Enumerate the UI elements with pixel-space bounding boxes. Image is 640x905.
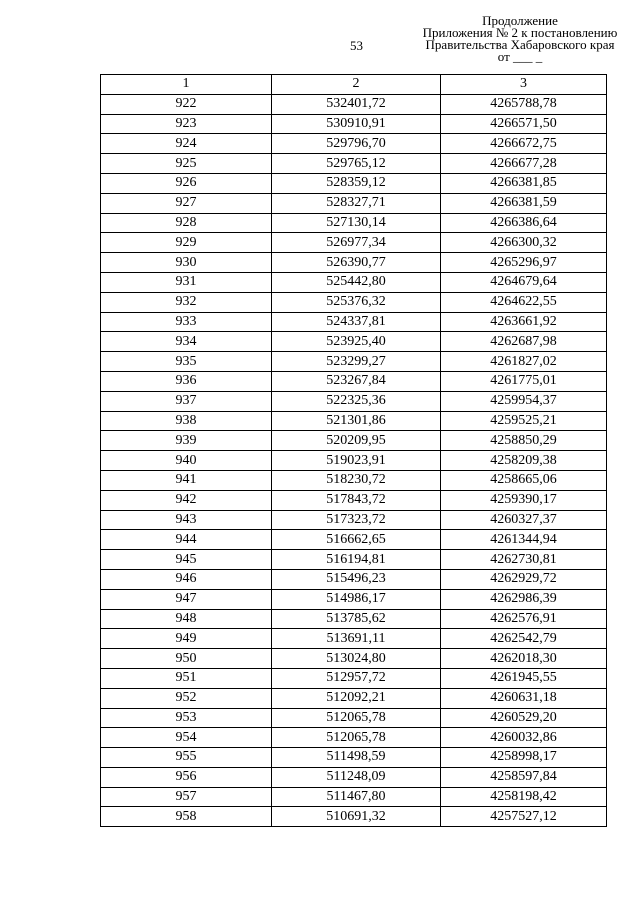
x-coordinate-cell: 526390,77 — [272, 253, 441, 273]
header-note-line: Правительства Хабаровского края — [425, 37, 615, 52]
point-number-cell: 940 — [101, 451, 272, 471]
point-number-cell: 950 — [101, 649, 272, 669]
table-row — [101, 688, 607, 708]
x-coordinate-cell: 524337,81 — [272, 312, 441, 332]
x-coordinate-cell: 528327,71 — [272, 193, 441, 213]
point-number-cell: 927 — [101, 193, 272, 213]
table-row — [101, 134, 607, 154]
y-coordinate-cell: 4262687,98 — [441, 332, 607, 352]
table-row — [101, 649, 607, 669]
table-row — [101, 193, 607, 213]
x-coordinate-cell: 520209,95 — [272, 431, 441, 451]
table-row — [101, 352, 607, 372]
x-coordinate-cell: 517843,72 — [272, 490, 441, 510]
x-coordinate-cell: 513691,11 — [272, 629, 441, 649]
column-header: 3 — [441, 75, 607, 95]
y-coordinate-cell: 4260032,86 — [441, 728, 607, 748]
x-coordinate-cell: 513785,62 — [272, 609, 441, 629]
point-number-cell: 942 — [101, 490, 272, 510]
y-coordinate-cell: 4262929,72 — [441, 569, 607, 589]
y-coordinate-cell: 4262542,79 — [441, 629, 607, 649]
y-coordinate-cell: 4266381,85 — [441, 173, 607, 193]
y-coordinate-cell: 4259525,21 — [441, 411, 607, 431]
x-coordinate-cell: 522325,36 — [272, 391, 441, 411]
header-note — [412, 15, 628, 63]
x-coordinate-cell: 512065,78 — [272, 708, 441, 728]
table-row — [101, 391, 607, 411]
y-coordinate-cell: 4261344,94 — [441, 530, 607, 550]
x-coordinate-cell: 523299,27 — [272, 352, 441, 372]
point-number-cell: 938 — [101, 411, 272, 431]
x-coordinate-cell: 513024,80 — [272, 649, 441, 669]
x-coordinate-cell: 511467,80 — [272, 787, 441, 807]
table-row — [101, 371, 607, 391]
point-number-cell: 947 — [101, 589, 272, 609]
y-coordinate-cell: 4259954,37 — [441, 391, 607, 411]
y-coordinate-cell: 4261945,55 — [441, 668, 607, 688]
table-row — [101, 253, 607, 273]
x-coordinate-cell: 530910,91 — [272, 114, 441, 134]
table-row — [101, 728, 607, 748]
y-coordinate-cell: 4264679,64 — [441, 272, 607, 292]
point-number-cell: 934 — [101, 332, 272, 352]
table-row — [101, 411, 607, 431]
header-note-line: от ___ _ — [497, 49, 543, 64]
y-coordinate-cell: 4258198,42 — [441, 787, 607, 807]
table-row — [101, 609, 607, 629]
table-row — [101, 213, 607, 233]
table-row — [101, 233, 607, 253]
table-row — [101, 589, 607, 609]
x-coordinate-cell: 512092,21 — [272, 688, 441, 708]
table-row — [101, 510, 607, 530]
y-coordinate-cell: 4258998,17 — [441, 748, 607, 768]
table-row — [101, 431, 607, 451]
table-row — [101, 94, 607, 114]
table-body — [101, 94, 607, 826]
point-number-cell: 955 — [101, 748, 272, 768]
x-coordinate-cell: 527130,14 — [272, 213, 441, 233]
table-row — [101, 114, 607, 134]
point-number-cell: 958 — [101, 807, 272, 827]
header-note-line: Продолжение — [482, 13, 558, 28]
x-coordinate-cell: 525442,80 — [272, 272, 441, 292]
y-coordinate-cell: 4262018,30 — [441, 649, 607, 669]
point-number-cell: 931 — [101, 272, 272, 292]
y-coordinate-cell: 4266386,64 — [441, 213, 607, 233]
point-number-cell: 924 — [101, 134, 272, 154]
point-number-cell: 933 — [101, 312, 272, 332]
x-coordinate-cell: 514986,17 — [272, 589, 441, 609]
table-row — [101, 787, 607, 807]
x-coordinate-cell: 529796,70 — [272, 134, 441, 154]
table-row — [101, 708, 607, 728]
y-coordinate-cell: 4258597,84 — [441, 767, 607, 787]
y-coordinate-cell: 4260529,20 — [441, 708, 607, 728]
table-row — [101, 767, 607, 787]
coordinates-table — [100, 74, 607, 827]
table-row — [101, 332, 607, 352]
point-number-cell: 948 — [101, 609, 272, 629]
header-note-line: Приложения № 2 к постановлению — [422, 25, 618, 40]
table-header-row — [101, 75, 607, 95]
point-number-cell: 937 — [101, 391, 272, 411]
y-coordinate-cell: 4262986,39 — [441, 589, 607, 609]
y-coordinate-cell: 4266677,28 — [441, 154, 607, 174]
point-number-cell: 946 — [101, 569, 272, 589]
table-row — [101, 748, 607, 768]
table-row — [101, 272, 607, 292]
x-coordinate-cell: 523925,40 — [272, 332, 441, 352]
table-row — [101, 173, 607, 193]
point-number-cell: 945 — [101, 550, 272, 570]
point-number-cell: 949 — [101, 629, 272, 649]
y-coordinate-cell: 4262576,91 — [441, 609, 607, 629]
x-coordinate-cell: 523267,84 — [272, 371, 441, 391]
y-coordinate-cell: 4265788,78 — [441, 94, 607, 114]
point-number-cell: 929 — [101, 233, 272, 253]
y-coordinate-cell: 4266672,75 — [441, 134, 607, 154]
point-number-cell: 925 — [101, 154, 272, 174]
table-row — [101, 154, 607, 174]
x-coordinate-cell: 519023,91 — [272, 451, 441, 471]
x-coordinate-cell: 528359,12 — [272, 173, 441, 193]
y-coordinate-cell: 4263661,92 — [441, 312, 607, 332]
y-coordinate-cell: 4258850,29 — [441, 431, 607, 451]
point-number-cell: 941 — [101, 470, 272, 490]
table-row — [101, 530, 607, 550]
page-number: 53 — [350, 38, 363, 53]
point-number-cell: 952 — [101, 688, 272, 708]
y-coordinate-cell: 4266300,32 — [441, 233, 607, 253]
y-coordinate-cell: 4260631,18 — [441, 688, 607, 708]
point-number-cell: 954 — [101, 728, 272, 748]
table-row — [101, 451, 607, 471]
y-coordinate-cell: 4261827,02 — [441, 352, 607, 372]
x-coordinate-cell: 516662,65 — [272, 530, 441, 550]
y-coordinate-cell: 4265296,97 — [441, 253, 607, 273]
table-row — [101, 292, 607, 312]
y-coordinate-cell: 4266381,59 — [441, 193, 607, 213]
table-row — [101, 312, 607, 332]
point-number-cell: 944 — [101, 530, 272, 550]
y-coordinate-cell: 4262730,81 — [441, 550, 607, 570]
x-coordinate-cell: 515496,23 — [272, 569, 441, 589]
x-coordinate-cell: 518230,72 — [272, 470, 441, 490]
point-number-cell: 957 — [101, 787, 272, 807]
table-row — [101, 807, 607, 827]
point-number-cell: 930 — [101, 253, 272, 273]
y-coordinate-cell: 4261775,01 — [441, 371, 607, 391]
y-coordinate-cell: 4266571,50 — [441, 114, 607, 134]
x-coordinate-cell: 512065,78 — [272, 728, 441, 748]
point-number-cell: 936 — [101, 371, 272, 391]
table-row — [101, 668, 607, 688]
x-coordinate-cell: 510691,32 — [272, 807, 441, 827]
y-coordinate-cell: 4259390,17 — [441, 490, 607, 510]
point-number-cell: 939 — [101, 431, 272, 451]
x-coordinate-cell: 517323,72 — [272, 510, 441, 530]
point-number-cell: 953 — [101, 708, 272, 728]
y-coordinate-cell: 4260327,37 — [441, 510, 607, 530]
table-row — [101, 629, 607, 649]
y-coordinate-cell: 4258665,06 — [441, 470, 607, 490]
point-number-cell: 935 — [101, 352, 272, 372]
point-number-cell: 923 — [101, 114, 272, 134]
x-coordinate-cell: 529765,12 — [272, 154, 441, 174]
x-coordinate-cell: 521301,86 — [272, 411, 441, 431]
x-coordinate-cell: 532401,72 — [272, 94, 441, 114]
point-number-cell: 926 — [101, 173, 272, 193]
x-coordinate-cell: 512957,72 — [272, 668, 441, 688]
x-coordinate-cell: 516194,81 — [272, 550, 441, 570]
point-number-cell: 928 — [101, 213, 272, 233]
table-row — [101, 550, 607, 570]
column-header: 1 — [101, 75, 272, 95]
column-header: 2 — [272, 75, 441, 95]
x-coordinate-cell: 511498,59 — [272, 748, 441, 768]
table-row — [101, 470, 607, 490]
x-coordinate-cell: 511248,09 — [272, 767, 441, 787]
y-coordinate-cell: 4257527,12 — [441, 807, 607, 827]
point-number-cell: 951 — [101, 668, 272, 688]
point-number-cell: 922 — [101, 94, 272, 114]
x-coordinate-cell: 525376,32 — [272, 292, 441, 312]
y-coordinate-cell: 4264622,55 — [441, 292, 607, 312]
point-number-cell: 932 — [101, 292, 272, 312]
table-row — [101, 569, 607, 589]
x-coordinate-cell: 526977,34 — [272, 233, 441, 253]
y-coordinate-cell: 4258209,38 — [441, 451, 607, 471]
point-number-cell: 956 — [101, 767, 272, 787]
point-number-cell: 943 — [101, 510, 272, 530]
table-row — [101, 490, 607, 510]
